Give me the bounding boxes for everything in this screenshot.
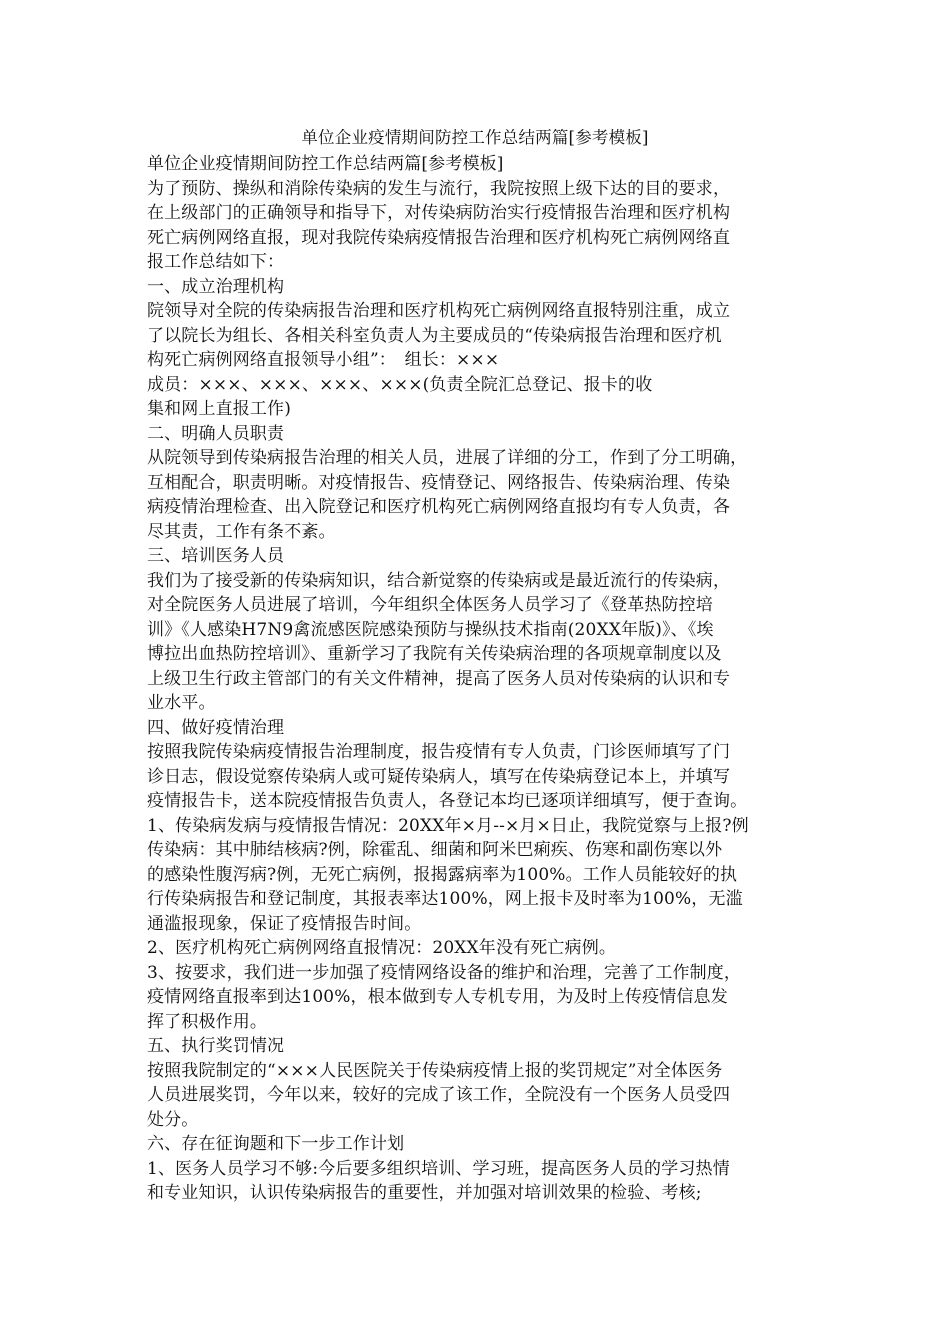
body-line: 了以院长为组长、各相关科室负责人为主要成员的“传染病报告治理和医疗机 xyxy=(147,325,722,346)
body-line: 对全院医务人员进展了培训，今年组织全体医务人员学习了《登革热防控培 xyxy=(147,595,713,615)
body-line: 业水平。 xyxy=(147,693,216,713)
body-line: 传染病：其中肺结核病?例，除霍乱、细菌和阿米巴痢疾、伤寒和副伤寒以外 xyxy=(147,840,723,860)
body-line: 和专业知识，认识传染病报告的重要性，并加强对培训效果的检验、考核; xyxy=(147,1183,702,1203)
body-line: 病疫情治理检查、出入院登记和医疗机构死亡病例网络直报均有专人负责，各 xyxy=(147,497,731,517)
body-line: 博拉出血热防控培训》、重新学习了我院有关传染病治理的各项规章制度以及 xyxy=(147,644,722,664)
body-line: 院领导对全院的传染病报告治理和医疗机构死亡病例网络直报特别注重，成立 xyxy=(147,301,731,321)
body-line: 互相配合，职责明晰。对疫情报告、疫情登记、网络报告、传染病治理、传染 xyxy=(147,472,731,493)
body-line: 1、医务人员学习不够:今后要多组织培训、学习班，提高医务人员的学习热情 xyxy=(147,1158,730,1179)
body-line: 尽其责，工作有条不紊。 xyxy=(147,521,336,542)
body-line: 成员：×××、×××、×××、×××(负责全院汇总登记、报卡的收 xyxy=(147,374,653,395)
body-line: 集和网上直报工作) xyxy=(147,399,291,419)
body-line: 人员进展奖罚，今年以来，较好的完成了该工作，全院没有一个医务人员受四 xyxy=(147,1085,731,1105)
body-line: 诊日志，假设觉察传染病人或可疑传染病人，填写在传染病登记本上，并填写 xyxy=(147,766,731,787)
body-line: 按照我院传染病疫情报告治理制度，报告疫情有专人负责，门诊医师填写了门 xyxy=(147,742,731,762)
document-body xyxy=(147,152,812,1206)
body-line: 单位企业疫情期间防控工作总结两篇[参考模板] xyxy=(147,154,504,174)
body-line: 疫情报告卡，送本院疫情报告负责人，各登记本均已逐项详细填写，便于查询。 xyxy=(147,791,748,811)
body-line: 为了预防、操纵和消除传染病的发生与流行，我院按照上级下达的目的要求， xyxy=(147,178,731,199)
body-line: 的感染性腹泻病?例，无死亡病例，报揭露病率为100%。工作人员能较好的执 xyxy=(147,864,738,885)
body-line: 从院领导到传染病报告治理的相关人员，进展了详细的分工，作到了分工明确， xyxy=(147,448,748,468)
document-title: 单位企业疫情期间防控工作总结两篇[参考模板] xyxy=(301,128,649,147)
body-line: 构死亡病例网络直报领导小组”： 组长：××× xyxy=(147,350,500,370)
body-line: 四、做好疫情治理 xyxy=(147,717,285,738)
body-line: 死亡病例网络直报，现对我院传染病疫情报告治理和医疗机构死亡病例网络直 xyxy=(147,227,731,248)
body-line: 二、明确人员职责 xyxy=(147,423,285,444)
body-line: 1、传染病发病与疫情报告情况：20XX年×月--×月×日止，我院觉察与上报?例 xyxy=(147,815,749,836)
body-line: 上级卫生行政主管部门的有关文件精神，提高了医务人员对传染病的认识和专 xyxy=(147,668,731,689)
body-line: 报工作总结如下： xyxy=(147,252,285,272)
body-line: 训》《人感染H7N9禽流感医院感染预防与操纵技术指南(20XX年版)》、《埃 xyxy=(147,619,714,640)
body-line: 处分。 xyxy=(147,1109,199,1130)
body-line: 通滥报现象，保证了疫情报告时间。 xyxy=(147,913,422,934)
body-line: 2、医疗机构死亡病例网络直报情况：20XX年没有死亡病例。 xyxy=(147,938,617,958)
body-line: 我们为了接受新的传染病知识，结合新觉察的传染病或是最近流行的传染病， xyxy=(147,570,731,591)
body-line: 一、成立治理机构 xyxy=(147,276,285,297)
body-line: 疫情网络直报率到达100%，根本做到专人专机专用，为及时上传疫情信息发 xyxy=(147,987,728,1007)
body-line: 按照我院制定的“×××人民医院关于传染病疫情上报的奖罚规定”对全体医务 xyxy=(147,1060,723,1081)
body-line: 在上级部门的正确领导和指导下，对传染病防治实行疫情报告治理和医疗机构 xyxy=(147,203,731,223)
body-line: 五、执行奖罚情况 xyxy=(147,1036,285,1056)
body-line: 三、培训医务人员 xyxy=(147,546,285,566)
body-line: 六、存在征询题和下一步工作计划 xyxy=(147,1134,405,1154)
body-line: 行传染病报告和登记制度，其报表率达100%，网上报卡及时率为100%，无滥 xyxy=(147,889,743,909)
body-line: 3、按要求，我们进一步加强了疫情网络设备的维护和治理，完善了工作制度， xyxy=(147,962,742,983)
body-line: 挥了积极作用。 xyxy=(147,1011,268,1032)
